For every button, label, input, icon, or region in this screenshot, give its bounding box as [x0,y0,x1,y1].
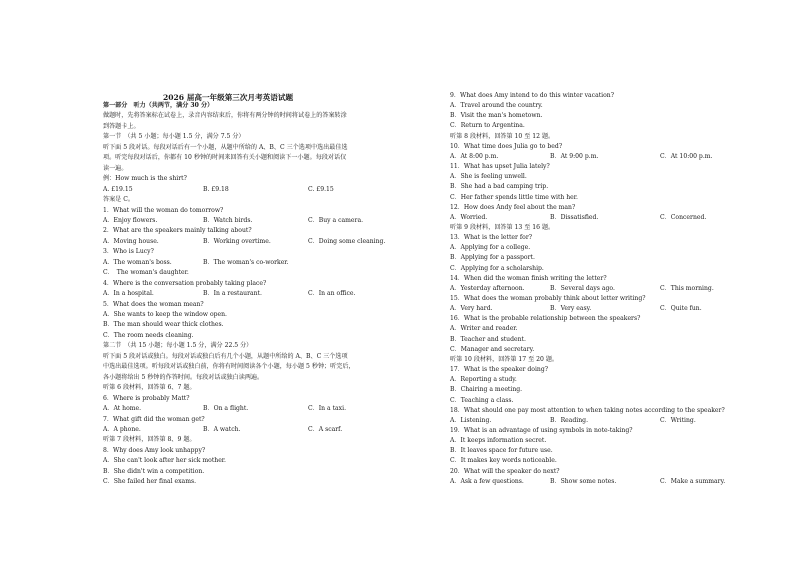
text-line: 例：How much is the shirt? [103,175,187,183]
text-line: 中选出最佳选项。听每段对话或独白前，你将有时间阅读各个小题，每小题 5 秒钟；听完后， [103,363,355,371]
text-line: C．Manager and secretary. [450,345,535,353]
option-text: B．Working overtime. [203,237,271,245]
option-text: A．At 8:00 p.m. [450,152,499,160]
text-line: 20．What will the speaker do next? [450,467,560,475]
text-line: 10．What time does Julia go to bed? [450,142,563,150]
text-line: 各小题将给出 5 秒钟的作答时间。每段对话或独白读两遍。 [103,373,264,381]
option-text: C．A scarf. [308,425,343,433]
text-line: A．Reporting a study. [450,376,517,384]
text-line: 项。听完每段对话后，你都有 10 秒钟的时间来回答有关小题和阅读下一小题。每段对话仅 [103,154,347,162]
text-line: 11．What has upset Julia lately? [450,163,550,171]
text-line: 2．What are the speakers mainly talking about? [103,227,252,235]
option-text: A．At home. [103,405,142,413]
text-line: 14．When did the woman finish writing the letter? [450,274,607,282]
option-text: C．In an office. [308,290,356,298]
text-line: C． The woman's daughter. [103,269,189,277]
text-line: 7．What gift did the woman get? [103,415,205,423]
option-text: C．Make a summary. [660,477,726,485]
option-text: B．Several days ago. [550,284,615,292]
text-line: B．The man should wear thick clothes. [103,321,224,329]
text-line: 第一节 （共 5 小题；每小题 1.5 分，满分 7.5 分） [103,133,245,141]
text-line: A．She can't look after her sick mother. [103,457,226,465]
option-text: B．At 9:00 p.m. [550,152,599,160]
option-text: C．In a taxi. [308,405,346,413]
text-line: 做题时，先将答案标在试卷上，录音内容结束后，你将有两分钟的时间将试卷上的答案转涂 [103,112,347,120]
text-line: C．Return to Argentina. [450,122,525,130]
text-line: B．Teacher and student. [450,335,526,343]
text-line: C．She failed her final exams. [103,478,197,486]
option-text: B．Very easy. [550,305,592,313]
text-line: C．The room needs cleaning. [103,331,194,339]
option-text: B．Dissatisfied. [550,213,599,221]
text-line: C．Teaching a class. [450,396,514,404]
exam-title: 2026 届高一年级第三次月考英语试题 [162,93,294,102]
text-line: 9．What does Amy intend to do this winter vacation? [450,92,614,99]
text-line: B．She didn't win a competition. [103,467,205,475]
text-line: 4．Where is the conversation probably taking place? [103,279,267,287]
text-line: 16．What is the probable relationship between the speakers? [450,315,641,323]
text-line: 19．What is an advantage of using symbols in note-taking? [450,426,633,434]
option-text: C．Doing some cleaning. [308,237,386,245]
option-text: C．Quite fun. [660,305,702,313]
option-text: A．Worried. [450,213,488,221]
option-text: B．Reading. [550,416,589,424]
text-line: A．She is feeling unwell. [450,173,527,181]
text-line: B．It leaves space for future use. [450,447,553,455]
text-line: 1．What will the woman do tomorrow? [103,206,224,214]
text-line: 12．How does Andy feel about the man? [450,203,576,211]
option-text: B．The woman's co-worker. [203,258,289,266]
text-line: 听下面 5 段对话或独白。每段对话或独白后有几个小题，从题中所给的 A、B、C 三个选项 [103,352,348,360]
text-line: 18．What should one pay most attention to when taking notes according to the speaker? [450,406,725,414]
option-text: B．A watch. [203,425,241,433]
text-line: 5．What does the woman mean? [103,300,204,308]
text-line: A．Applying for a college. [450,244,531,252]
option-text: C．At 10:00 p.m. [660,152,713,160]
option-text: A．Listening. [450,416,492,424]
text-line: 17．What is the speaker doing? [450,366,549,374]
text-line: A．Travel around the country. [450,102,543,110]
text-line: A．It keeps information secret. [450,437,547,445]
option-text: B. £9.18 [203,185,229,193]
option-text: B．On a flight. [203,405,249,413]
text-line: B．She had a bad camping trip. [450,183,549,191]
text-line: 听第 9 段材料，回答第 13 至 16 题。 [450,223,555,231]
option-text: B．Show some notes. [550,477,617,485]
text-line: 到答题卡上。 [103,122,140,130]
text-line: B．Visit the man's hometown. [450,112,543,120]
text-line: B．Applying for a passport. [450,254,535,262]
text-line: 听第 8 段材料，回答第 10 至 12 题。 [450,132,555,140]
option-text: A. £19.15 [103,185,133,193]
text-line: 答案是 C。 [103,196,134,204]
option-text: C. £9.15 [308,185,334,193]
text-line: 听第 6 段材料，回答第 6、7 题。 [103,384,196,392]
option-text: A．Moving house. [103,237,159,245]
option-text: C．This morning. [660,284,714,292]
option-text: A．Yesterday afternoon. [450,284,525,292]
text-line: A．She wants to keep the window open. [103,311,227,318]
option-text: A．Very hard. [450,305,493,313]
option-text: C．Writing. [660,416,696,424]
text-line: C．Her father spends little time with her. [450,193,578,201]
text-line: 3．Who is Lucy? [103,248,154,256]
option-text: A．A phone. [103,425,141,433]
text-line: C．It makes key words noticeable. [450,457,557,465]
text-line: 13．What is the letter for? [450,234,532,242]
option-text: C．Concerned. [660,213,707,221]
text-line: 听第 10 段材料，回答第 17 至 20 题。 [450,355,559,363]
text-line: 6．Where is probably Matt? [103,394,190,402]
text-line: 第一部分 听力（共两节，满分 30 分） [103,102,214,109]
text-line: A．Writer and reader. [450,325,518,333]
text-line: 读一遍。 [103,164,128,172]
option-text: A．Ask a few questions. [450,477,524,485]
text-line: B．Chairing a meeting. [450,386,523,394]
text-line: C．Applying for a scholarship. [450,264,544,272]
text-line: 听下面 5 段对话。每段对话后有一个小题，从题中所给的 A、B、C 三个选项中选出最佳选 [103,143,348,151]
option-text: A．In a hospital. [103,290,154,298]
option-text: B．In a restaurant. [203,290,262,298]
text-line: 第二节 （共 15 小题；每小题 1.5 分，满分 22.5 分） [103,342,253,350]
text-line: 8．Why does Amy look unhappy? [103,446,206,454]
option-text: A．Enjoy flowers. [103,216,158,224]
option-text: B．Watch birds. [203,216,253,224]
option-text: A．The woman's boss. [103,258,172,266]
text-line: 15．What does the woman probably think about letter writing? [450,295,646,302]
text-line: 听第 7 段材料，回答第 8、9 题。 [103,436,196,444]
option-text: C．Buy a camera. [308,216,364,224]
